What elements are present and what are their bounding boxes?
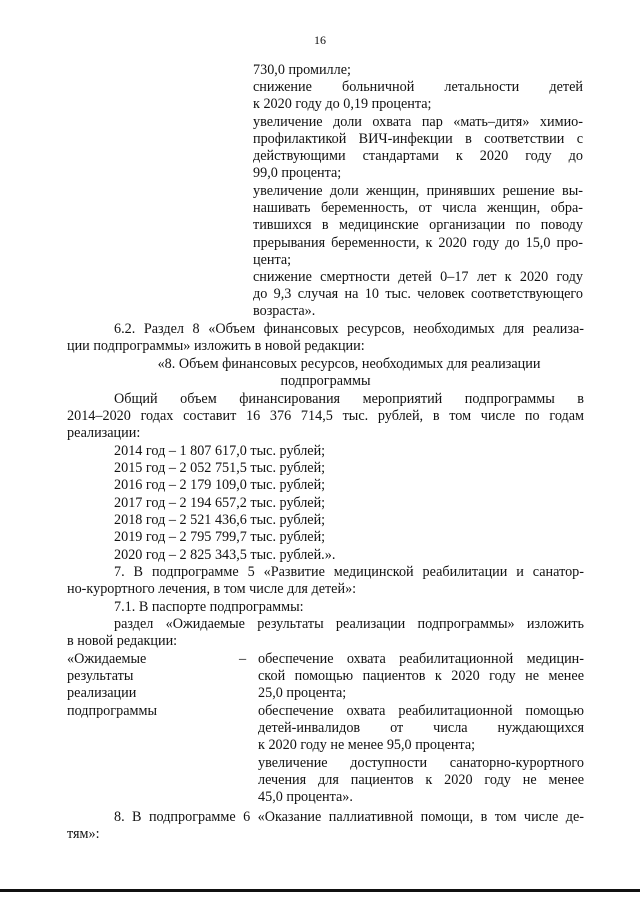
section-heading: подпрограммы: [280, 373, 371, 389]
passport-value-line: детей-инвалидов от числа нуждающихся: [258, 720, 584, 736]
text-line: нашивать беременность, от числа женщин, обра-: [253, 200, 583, 216]
passport-label: результаты: [67, 668, 134, 684]
year-amount-line: 2018 год – 2 521 436,6 тыс. рублей;: [114, 512, 326, 528]
passport-value-line: увеличение доступности санаторно-курортного: [258, 755, 584, 771]
text-line: Общий объем финансирования мероприятий подпрограммы в: [114, 391, 584, 407]
text-line: в новой редакции:: [67, 633, 178, 649]
text-line: возраста».: [253, 303, 316, 319]
text-line: до 9,3 случая на 10 тыс. человек соответствующего: [253, 286, 583, 302]
text-line: профилактикой ВИЧ-инфекции в соответствии с: [253, 131, 583, 147]
text-line: тям»:: [67, 826, 100, 842]
text-line: увеличение доли женщин, принявших решение вы-: [253, 183, 583, 199]
passport-value-line: обеспечение охвата реабилитационной помощью: [258, 703, 584, 719]
text-line: ции подпрограммы» изложить в новой редакции:: [67, 338, 365, 354]
passport-value-line: к 2020 году не менее 95,0 процента;: [258, 737, 476, 753]
year-amount-line: 2014 год – 1 807 617,0 тыс. рублей;: [114, 443, 326, 459]
text-line: но-курортного лечения, в том числе для детей»:: [67, 581, 357, 597]
passport-label: подпрограммы: [67, 703, 157, 719]
year-amount-line: 2020 год – 2 825 343,5 тыс. рублей.».: [114, 547, 336, 563]
passport-label: «Ожидаемые: [67, 651, 147, 667]
text-line: 6.2. Раздел 8 «Объем финансовых ресурсов, необходимых для реализа-: [114, 321, 584, 337]
year-amount-line: 2016 год – 2 179 109,0 тыс. рублей;: [114, 477, 326, 493]
year-amount-line: 2019 год – 2 795 799,7 тыс. рублей;: [114, 529, 326, 545]
text-line: 2014–2020 годах составит 16 376 714,5 тыс. рублей, в том числе по годам: [67, 408, 584, 424]
text-line: реализации:: [67, 425, 141, 441]
text-line: увеличение доли охвата пар «мать–дитя» химио-: [253, 114, 583, 130]
page-number: 16: [314, 33, 326, 47]
text-line: прерывания беременности, к 2020 году до 15,0 про-: [253, 235, 583, 251]
text-line: 730,0 промилле;: [253, 62, 351, 78]
text-line: раздел «Ожидаемые результаты реализации подпрограммы» изложить: [114, 616, 584, 632]
text-line: 99,0 процента;: [253, 165, 342, 181]
year-amount-line: 2017 год – 2 194 657,2 тыс. рублей;: [114, 495, 326, 511]
text-line: тившихся в медицинские организации по поводу: [253, 217, 583, 233]
passport-value-line: 45,0 процента».: [258, 789, 353, 805]
text-line: снижение больничной летальности детей: [253, 79, 583, 95]
passport-value-line: обеспечение охвата реабилитационной медицин-: [258, 651, 584, 667]
text-line: 7.1. В паспорте подпрограммы:: [114, 599, 304, 615]
text-line: 8. В подпрограмме 6 «Оказание паллиативной помощи, в том числе де-: [114, 809, 584, 825]
bottom-border-line: [0, 889, 640, 892]
year-amount-line: 2015 год – 2 052 751,5 тыс. рублей;: [114, 460, 326, 476]
dash: –: [239, 651, 247, 667]
text-line: к 2020 году до 0,19 процента;: [253, 96, 432, 112]
passport-value-line: 25,0 процента;: [258, 685, 347, 701]
text-line: цента;: [253, 252, 292, 268]
text-line: 7. В подпрограмме 5 «Развитие медицинской реабилитации и санатор-: [114, 564, 584, 580]
passport-label: реализации: [67, 685, 137, 701]
section-heading: «8. Объем финансовых ресурсов, необходимых для реализации: [157, 356, 541, 372]
text-line: снижение смертности детей 0–17 лет к 2020 году: [253, 269, 583, 285]
passport-value-line: лечения для пациентов к 2020 году не менее: [258, 772, 584, 788]
passport-value-line: ской помощью пациентов к 2020 году не менее: [258, 668, 584, 684]
text-line: действующими стандартами к 2020 году до: [253, 148, 583, 164]
